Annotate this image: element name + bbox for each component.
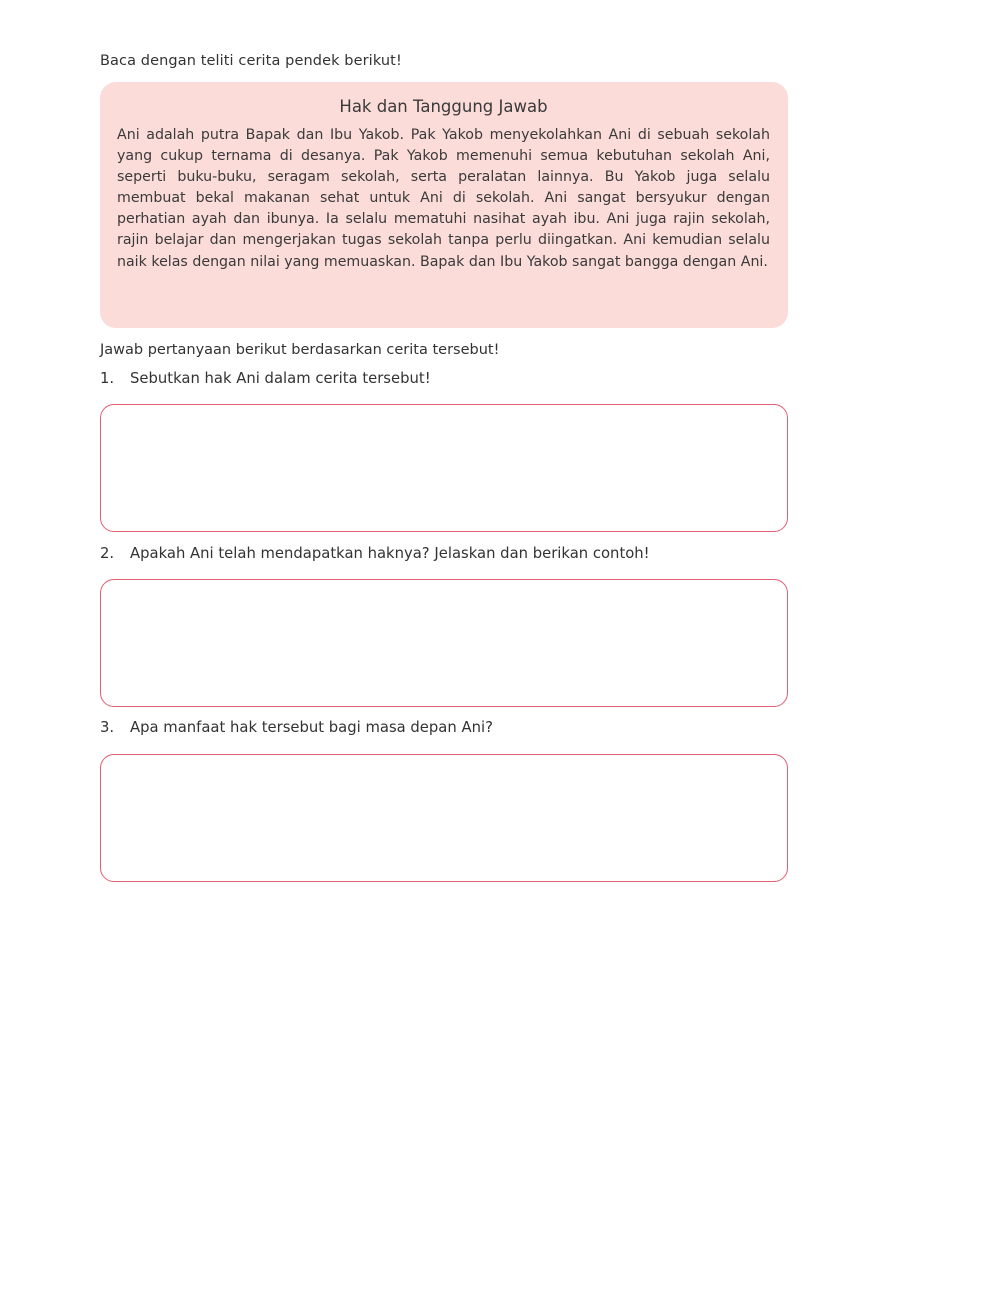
question-3-number: 3.	[100, 719, 115, 736]
question-3	[100, 719, 493, 736]
answer-field-1[interactable]	[100, 404, 788, 532]
read-instruction: Baca dengan teliti cerita pendek berikut!	[100, 53, 402, 69]
answer-field-2[interactable]	[100, 579, 788, 707]
story-box	[100, 82, 788, 328]
question-1-text: Sebutkan hak Ani dalam cerita tersebut!	[130, 370, 431, 387]
question-1	[100, 370, 431, 387]
question-1-number: 1.	[100, 370, 115, 387]
question-2	[100, 545, 650, 562]
story-text: Ani adalah putra Bapak dan Ibu Yakob. Pak Yakob menyekolahkan Ani di sebuah sekolah yang cukup ternama di desanya. Pak Yakob memenuhi semua kebutuhan sekolah Ani, seperti buku-buku, seragam sekolah, serta peralatan lainnya. Bu Yakob juga selalu membuat bekal makanan sehat untuk Ani di sekolah. Ani sangat bersyukur dengan perhatian ayah dan ibunya. Ia selalu mematuhi nasihat ayah ibu. Ani juga rajin sekolah, rajin belajar dan mengerjakan tugas sekolah tanpa perlu diingatkan. Ani kemudian selalu naik kelas dengan nilai yang memuaskan. Bapak dan Ibu Yakob sangat bangga dengan Ani.	[117, 127, 770, 270]
story-title: Hak dan Tanggung Jawab	[339, 97, 548, 116]
question-3-text: Apa manfaat hak tersebut bagi masa depan Ani?	[130, 719, 493, 736]
question-2-text: Apakah Ani telah mendapatkan haknya? Jelaskan dan berikan contoh!	[130, 545, 650, 562]
answer-field-3[interactable]	[100, 754, 788, 882]
question-2-number: 2.	[100, 545, 115, 562]
answer-instruction: Jawab pertanyaan berikut berdasarkan cerita tersebut!	[100, 342, 500, 358]
